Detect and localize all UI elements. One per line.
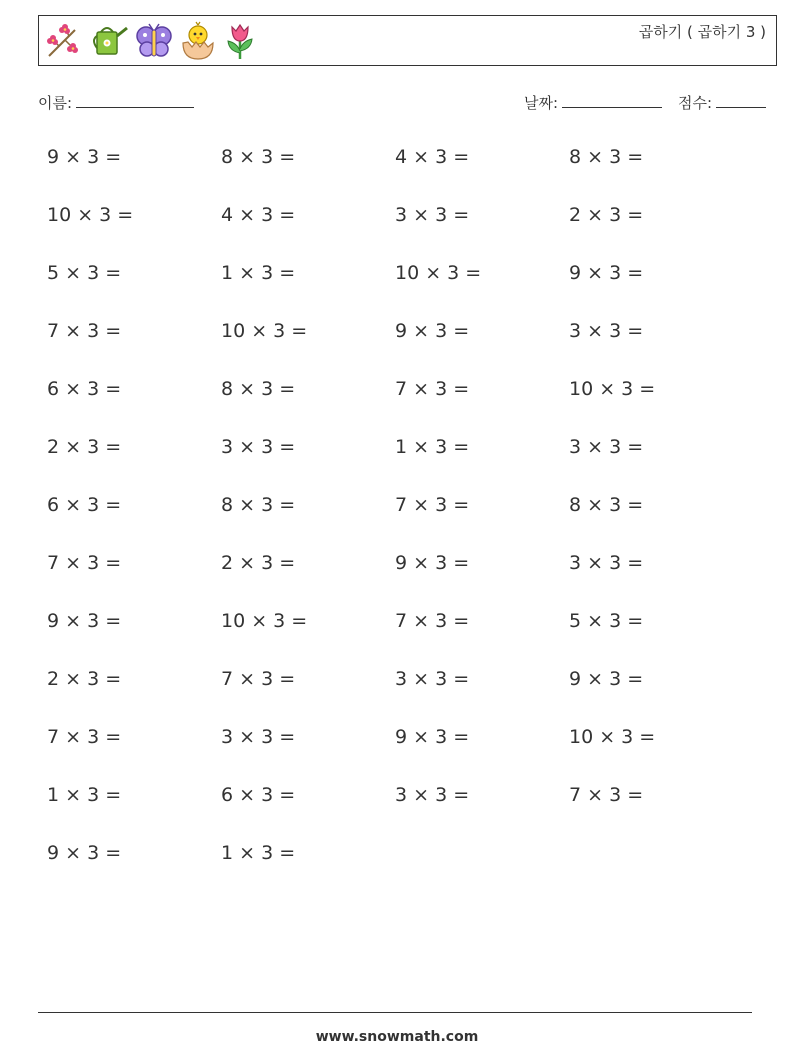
problem-item: 3 × 3 = xyxy=(569,436,644,458)
date-label: 날짜: xyxy=(524,94,559,112)
problem-item: 1 × 3 = xyxy=(221,842,296,864)
score-field xyxy=(678,92,766,113)
problem-item: 7 × 3 = xyxy=(47,726,122,748)
problem-item: 9 × 3 = xyxy=(395,320,470,342)
score-label: 점수: xyxy=(678,94,713,112)
name-field xyxy=(38,92,194,113)
problem-item: 7 × 3 = xyxy=(47,552,122,574)
butterfly-icon xyxy=(135,22,173,60)
chick-egg-icon xyxy=(179,21,217,61)
problem-item: 8 × 3 = xyxy=(569,146,644,168)
problem-item: 9 × 3 = xyxy=(47,146,122,168)
problem-item: 4 × 3 = xyxy=(221,204,296,226)
problem-item: 9 × 3 = xyxy=(569,262,644,284)
problem-item: 1 × 3 = xyxy=(221,262,296,284)
problem-item: 9 × 3 = xyxy=(569,668,644,690)
problem-item: 7 × 3 = xyxy=(395,494,470,516)
problem-item: 6 × 3 = xyxy=(47,494,122,516)
header-icons xyxy=(45,21,257,61)
problem-item: 9 × 3 = xyxy=(395,726,470,748)
problem-item: 2 × 3 = xyxy=(569,204,644,226)
problem-item: 3 × 3 = xyxy=(395,668,470,690)
problem-item: 3 × 3 = xyxy=(569,320,644,342)
problem-item: 10 × 3 = xyxy=(569,726,656,748)
problem-item: 7 × 3 = xyxy=(395,610,470,632)
problem-item: 6 × 3 = xyxy=(221,784,296,806)
problem-item: 10 × 3 = xyxy=(221,320,308,342)
problem-item: 10 × 3 = xyxy=(47,204,134,226)
problem-item: 3 × 3 = xyxy=(395,204,470,226)
problem-item: 3 × 3 = xyxy=(395,784,470,806)
problem-item: 2 × 3 = xyxy=(47,668,122,690)
problem-item: 9 × 3 = xyxy=(47,610,122,632)
problem-item: 2 × 3 = xyxy=(221,552,296,574)
problem-item: 6 × 3 = xyxy=(47,378,122,400)
problem-item: 8 × 3 = xyxy=(221,378,296,400)
problem-item: 9 × 3 = xyxy=(395,552,470,574)
problem-item: 8 × 3 = xyxy=(221,494,296,516)
problem-item: 7 × 3 = xyxy=(221,668,296,690)
problem-item: 3 × 3 = xyxy=(221,436,296,458)
name-label: 이름: xyxy=(38,94,73,112)
problem-item: 10 × 3 = xyxy=(395,262,482,284)
problem-item: 4 × 3 = xyxy=(395,146,470,168)
problem-item: 2 × 3 = xyxy=(47,436,122,458)
problem-item: 7 × 3 = xyxy=(569,784,644,806)
problem-item: 5 × 3 = xyxy=(47,262,122,284)
problem-item: 7 × 3 = xyxy=(395,378,470,400)
problem-item: 8 × 3 = xyxy=(221,146,296,168)
problem-item: 9 × 3 = xyxy=(47,842,122,864)
name-blank[interactable] xyxy=(76,93,194,108)
problem-item: 5 × 3 = xyxy=(569,610,644,632)
date-field xyxy=(524,92,662,113)
problem-item: 1 × 3 = xyxy=(47,784,122,806)
problem-item: 8 × 3 = xyxy=(569,494,644,516)
tulip-icon xyxy=(223,21,257,61)
problem-item: 3 × 3 = xyxy=(221,726,296,748)
problem-item: 1 × 3 = xyxy=(395,436,470,458)
problem-item: 7 × 3 = xyxy=(47,320,122,342)
footer-divider xyxy=(38,1012,752,1013)
watering-can-icon xyxy=(89,22,129,60)
worksheet-title: 곱하기 ( 곱하기 3 ) xyxy=(638,23,766,41)
problem-item: 10 × 3 = xyxy=(569,378,656,400)
worksheet-header xyxy=(38,15,777,66)
date-blank[interactable] xyxy=(562,93,662,108)
score-blank[interactable] xyxy=(716,93,766,108)
problem-item: 3 × 3 = xyxy=(569,552,644,574)
footer-url: www.snowmath.com xyxy=(315,1029,479,1045)
problem-item: 10 × 3 = xyxy=(221,610,308,632)
flower-branch-icon xyxy=(45,22,83,60)
